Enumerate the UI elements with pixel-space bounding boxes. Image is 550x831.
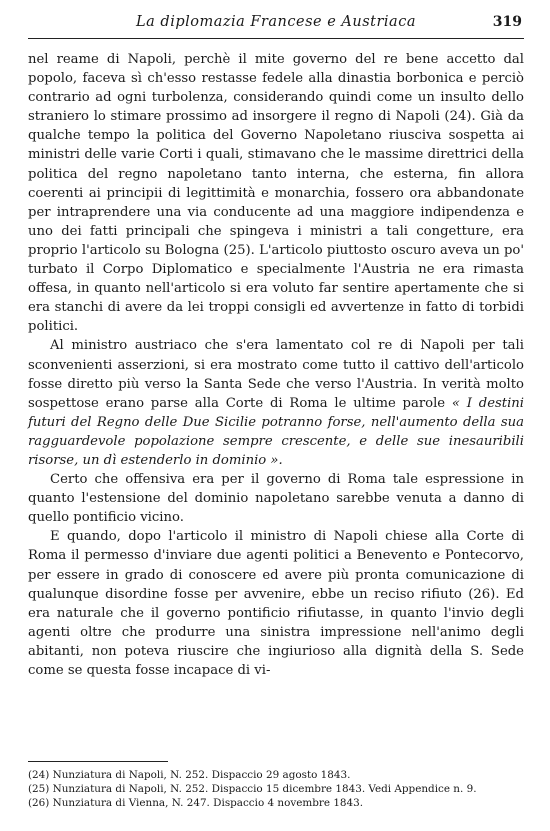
quoted-passage: « I destini futuri del Regno delle Due Sicilie potranno forse, nell'aumento della sua ragguardevole popolazione sempre crescente, e delle sue inesauribili risorse, un dì estenderlo in dominio ». <box>28 395 524 468</box>
paragraph: Certo che offensiva era per il governo di Roma tale espressione in quanto l'estensione del dominio napoletano sarebbe venuta a danno di quello pontificio vicino. <box>28 472 524 526</box>
running-title: La diplomazia Francese e Austriaca <box>136 14 416 30</box>
footnotes <box>28 768 524 811</box>
paragraph: nel reame di Napoli, perchè il mite governo del re bene accetto dal popolo, faceva sì ch'esso restasse fedele alla dinastia borbonica e perciò contrario ad ogni turbolenza, considerando quindi come un insulto dello straniero lo stimare prossimo ad insorgere il regno di Napoli (24). Già da qualche tempo la politica del Governo Napoletano riusciva sospetta ai ministri delle varie Corti i quali, stimavano che le massime direttrici della politica del regno napoletano tanto interna, che esterna, fin allora coerenti ai principii di legittimità e monarchia, fossero ora abbandonate per intraprendere una via conducente ad una maggiore indipendenza e uno dei fatti principali che spingeva i ministri a tali congetture, era proprio l'articolo su Bologna (25). L'articolo piuttosto oscuro aveva un po' turbato il Corpo Diplomatico e specialmente l'Austria ne era rimasta offesa, in quanto nell'articolo si era voluto far sentire apertamente che si era stanchi di avere da lei troppi consigli ed avvertenze in fatto di torbidi politici. <box>28 52 524 335</box>
running-header <box>28 12 524 39</box>
footnote: (25) Nunziatura di Napoli, N. 252. Dispaccio 15 dicembre 1843. Vedi Appendice n. 9. <box>28 783 477 796</box>
footnote: (26) Nunziatura di Vienna, N. 247. Dispaccio 4 novembre 1843. <box>28 797 364 810</box>
body-text <box>28 50 524 680</box>
footnote-rule <box>28 761 168 762</box>
page-number: 319 <box>492 14 522 30</box>
paragraph <box>28 336 524 470</box>
paragraph-text: Al ministro austriaco che s'era lamentato col re di Napoli per tali sconvenienti asserzioni, si era mostrato come tutto il cattivo dell'articolo fosse diretto più verso la Santa Sede che verso l'Austria. In verità molto sospettose erano parse alla Corte di Roma le ultime parole <box>28 338 524 411</box>
paragraph: E quando, dopo l'articolo il ministro di Napoli chiese alla Corte di Roma il permesso d'inviare due agenti politici a Benevento e Pontecorvo, per essere in grado di conoscere ed avere più pronta comunicazione di qualunque disordine fosse per avvenire, ebbe un reciso rifiuto (26). Ed era naturale che il governo pontificio rifiutasse, in quanto l'invio degli agenti oltre che produrre una sinistra impressione nell'animo degli abitanti, non poteva riuscire che ingiurioso alla dignità della S. Sede come se questa fosse incapace di vi- <box>28 529 524 678</box>
footnote: (24) Nunziatura di Napoli, N. 252. Dispaccio 29 agosto 1843. <box>28 769 351 781</box>
